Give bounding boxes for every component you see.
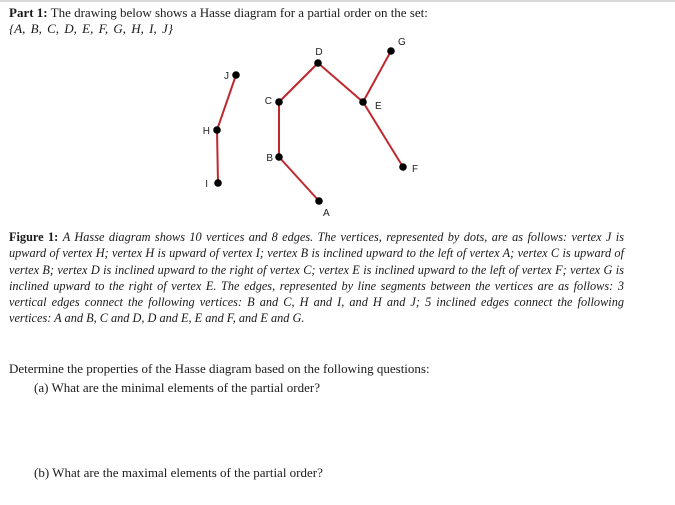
vertex-label-d: D [315, 47, 323, 58]
hasse-diagram [0, 38, 675, 223]
vertex-label-e: E [375, 101, 382, 112]
vertex-label-h: H [202, 126, 210, 137]
vertex-d [314, 59, 322, 67]
top-divider [0, 0, 675, 2]
vertex-b [275, 153, 283, 161]
part-intro-text: The drawing below shows a Hasse diagram for a partial order on the set: [50, 5, 428, 20]
vertex-h [213, 126, 221, 134]
vertex-label-b: B [266, 153, 273, 164]
figure-caption [9, 229, 624, 327]
edge-a-b [279, 157, 319, 201]
figure-caption-text: A Hasse diagram shows 10 vertices and 8 edges. The vertices, represented by dots, are as follows: vertex J is upward of vertex H; vertex H is upward of vertex I; vertex B is inclined upward to the left of vertex A; vertex C is upward of vertex B; vertex D is inclined upward to the right of vertex C; vertex E is inclined upward to the left of vertex F; vertex G is inclined upward to the right of vertex E. The edges, represented by line segments between the vertices are as follows: 3 vertical edges connect the following vertices: B and C, H and I, and H and J; 5 inclined edges connect the following vertices: A and B, C and D, D and E, E and F, and E and G. [9, 230, 624, 326]
vertex-label-i: I [205, 179, 208, 190]
vertex-label-a: A [323, 208, 330, 219]
vertex-set: {A, B, C, D, E, F, G, H, I, J} [9, 21, 173, 36]
edge-d-e [318, 63, 363, 102]
part-label: Part 1: [9, 5, 48, 20]
vertex-label-j: J [224, 71, 229, 82]
vertex-i [214, 179, 222, 187]
vertex-e [359, 98, 367, 106]
edge-h-i [217, 130, 218, 183]
vertex-g [387, 47, 395, 55]
edge-e-g [363, 51, 391, 102]
vertex-f [399, 163, 407, 171]
vertex-label-g: G [398, 38, 406, 48]
question-a: (a) What are the minimal elements of the partial order? [34, 380, 320, 395]
vertex-label-f: F [412, 164, 419, 175]
figure-label: Figure 1: [9, 230, 59, 244]
vertex-a [315, 197, 323, 205]
edge-h-j [217, 75, 236, 130]
question-b: (b) What are the maximal elements of the partial order? [34, 465, 323, 480]
edge-c-d [279, 63, 318, 102]
part-heading-line [9, 5, 428, 21]
edge-e-f [363, 102, 403, 167]
vertex-c [275, 98, 283, 106]
vertex-j [232, 71, 240, 79]
vertex-label-c: C [264, 96, 272, 107]
questions-intro: Determine the properties of the Hasse diagram based on the following questions: [9, 361, 430, 376]
